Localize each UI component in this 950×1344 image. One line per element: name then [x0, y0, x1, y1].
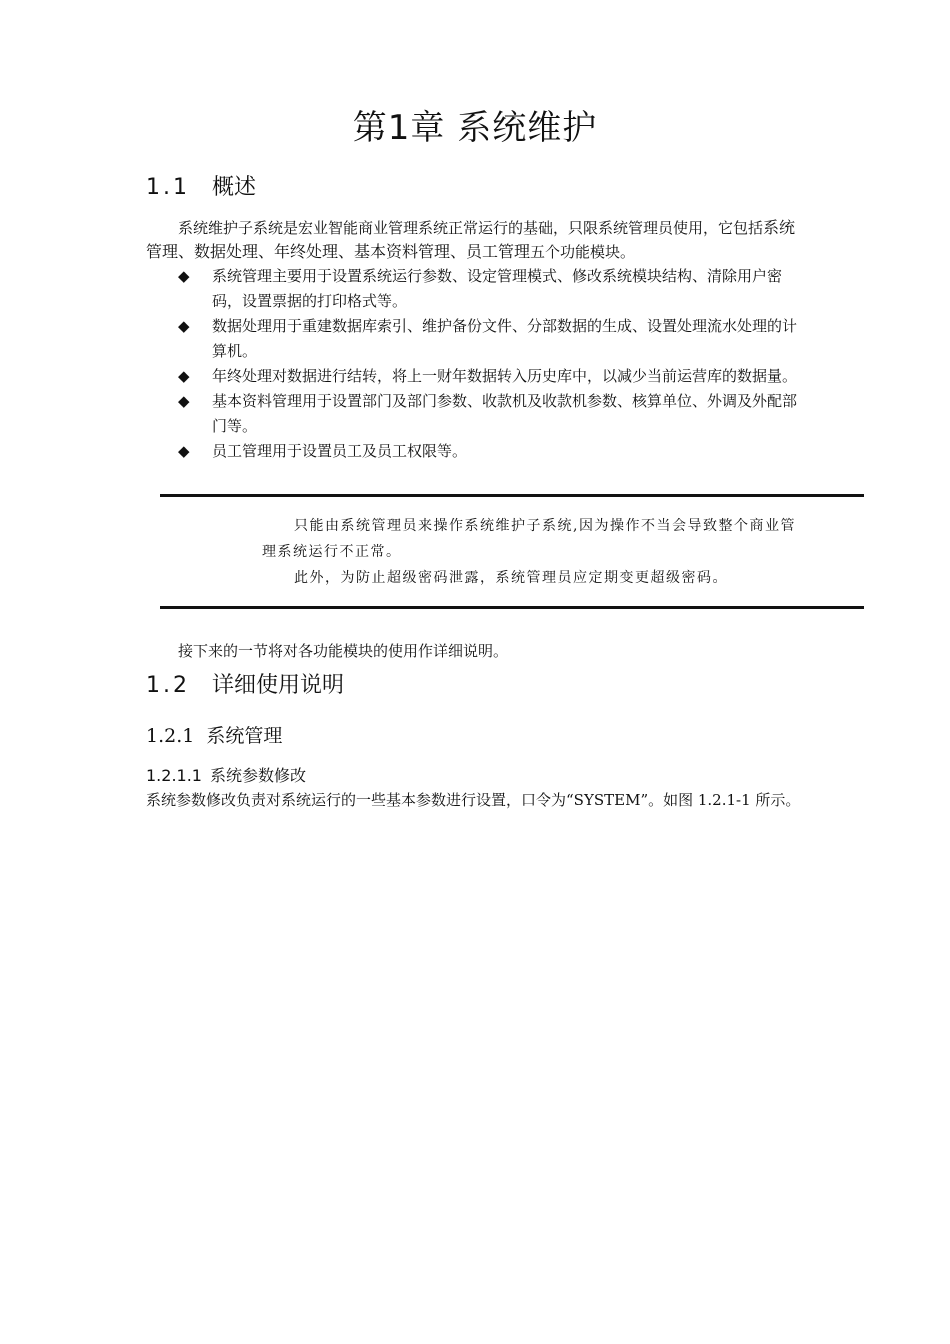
warning-note — [262, 513, 810, 591]
intro-paragraph — [146, 216, 806, 264]
subsection-number: 1.2.1 — [146, 725, 195, 747]
section-heading-1-2 — [146, 668, 344, 699]
transition-paragraph: 接下来的一节将对各功能模块的使用作详细说明。 — [178, 642, 509, 660]
bullet-text: 用于设置部门及部门参数、收款机及收款机参数、核算单位、外调及外配部门等。 — [212, 392, 798, 435]
note-line-2: 此外，为防止超级密码泄露，系统管理员应定期变更超级密码。 — [294, 570, 728, 586]
module-bullet-list — [178, 264, 806, 464]
intro-text-part2: 五个功能模块。 — [530, 243, 636, 261]
diamond-bullet-icon: ◆ — [178, 367, 190, 385]
diamond-bullet-icon: ◆ — [178, 317, 190, 335]
note-line-1: 只能由系统管理员来操作系统维护子系统,因为操作不当会导致整个商业管理系统运行不正常。 — [262, 518, 796, 560]
diamond-bullet-icon: ◆ — [178, 267, 190, 285]
intro-module-list: 系统管理、数据处理、年终处理、基本资料管理、员工管理 — [146, 218, 796, 261]
bullet-text: 对数据进行结转，将上一财年数据转入历史库中，以减少当前运营库的数据量。 — [272, 367, 798, 385]
list-item — [178, 389, 806, 439]
bullet-keyword: 系统管理 — [212, 267, 273, 285]
bullet-keyword: 数据处理 — [212, 317, 273, 335]
subsubsection-title: 系统参数修改 — [209, 766, 306, 785]
intro-text-part1: 系统维护子系统是宏业智能商业管理系统正常运行的基础，只限系统管理员使用，它包括 — [178, 219, 764, 237]
subsection-heading-1-2-1 — [146, 721, 282, 748]
bullet-text: 用于重建数据库索引、维护备份文件、分部数据的生成、设置处理流水处理的计算机。 — [212, 317, 798, 360]
list-item — [178, 439, 806, 464]
subsection-title: 系统管理 — [206, 725, 283, 747]
list-item — [178, 264, 806, 314]
chapter-title: 第1章 系统维护 — [352, 108, 598, 148]
diamond-bullet-icon: ◆ — [178, 442, 190, 460]
section-number: 1.1 — [146, 175, 190, 200]
list-item — [178, 314, 806, 364]
bullet-text: 主要用于设置系统运行参数、设定管理模式、修改系统模块结构、清除用户密码，设置票据的打印格式等。 — [212, 267, 783, 310]
diamond-bullet-icon: ◆ — [178, 392, 190, 410]
note-bottom-divider — [160, 606, 864, 609]
note-top-divider — [160, 494, 864, 497]
section-number: 1.2 — [146, 673, 190, 698]
list-item — [178, 364, 806, 389]
bullet-keyword: 年终处理 — [212, 367, 273, 385]
section-title: 详细使用说明 — [212, 673, 345, 698]
bullet-text: 员工管理用于设置员工及员工权限等。 — [212, 442, 468, 460]
system-params-paragraph: 系统参数修改负责对系统运行的一些基本参数进行设置，口令为“SYSTEM”。如图 1.2.1-1 所示。 — [146, 791, 801, 809]
section-title: 概述 — [212, 175, 257, 200]
subsection-heading-1-2-1-1 — [146, 763, 306, 786]
section-heading-1-1 — [146, 170, 256, 201]
subsubsection-number: 1.2.1.1 — [146, 766, 202, 785]
bullet-keyword: 基本资料管理 — [212, 392, 303, 410]
